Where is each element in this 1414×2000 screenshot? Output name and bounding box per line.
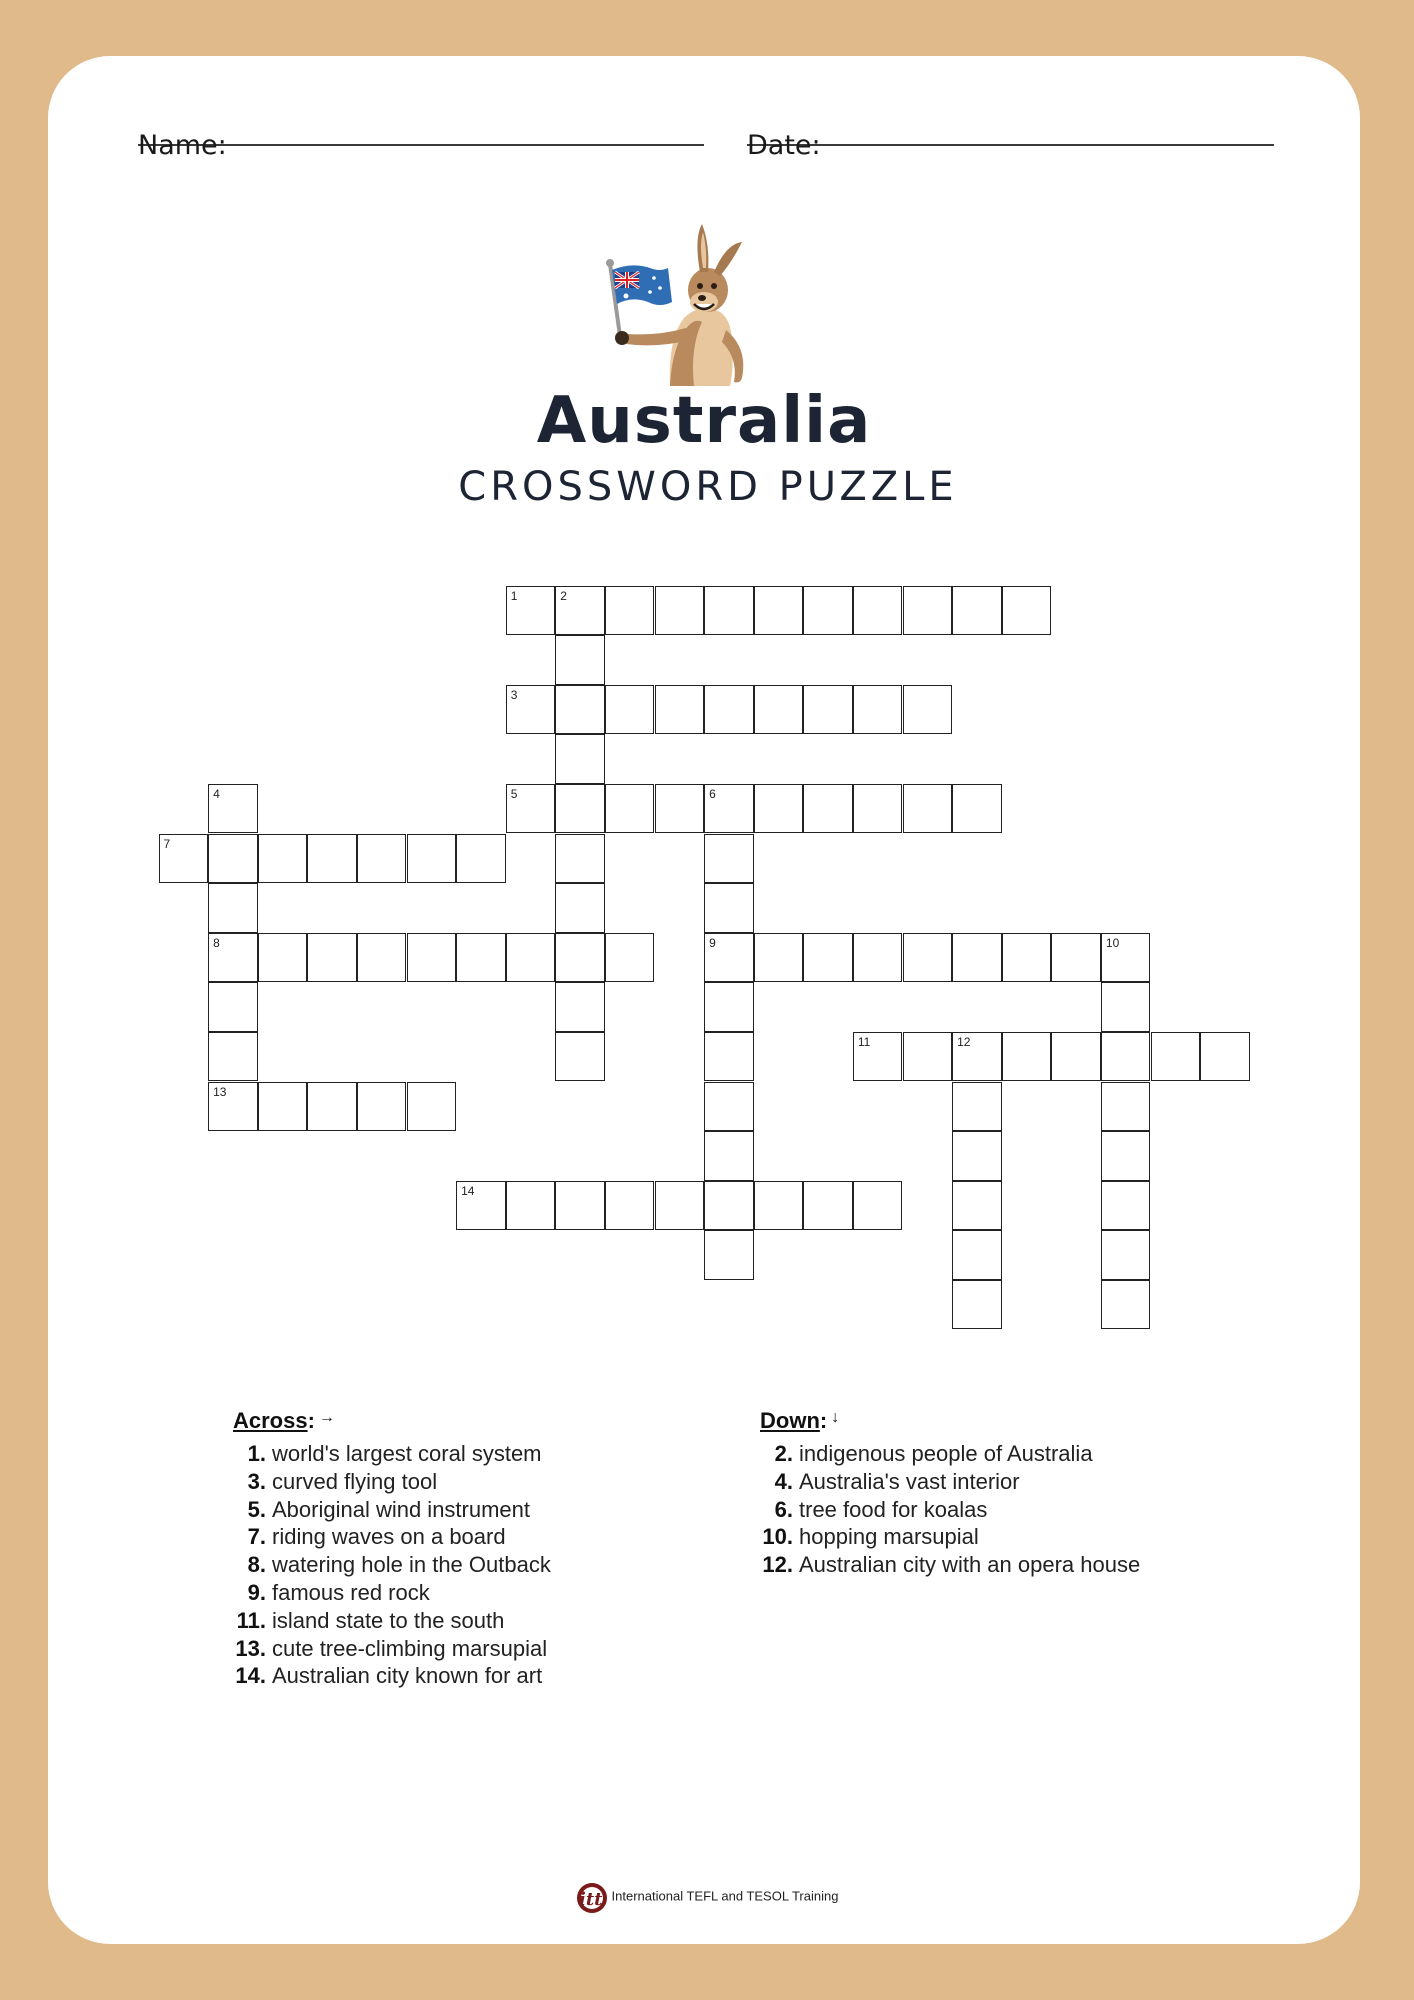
clue-number: 10 (1105, 935, 1120, 950)
clue-number: 5 (510, 786, 518, 801)
down-clue (760, 1468, 1140, 1496)
across-clue (233, 1579, 551, 1607)
grid-cell[interactable] (853, 586, 903, 636)
clue-number: 12. (762, 1552, 793, 1578)
grid-cell[interactable] (853, 784, 903, 834)
clue-number: 1 (510, 588, 518, 603)
clue-number: 13. (235, 1635, 266, 1661)
clue-text: Australia's vast interior (799, 1468, 1020, 1494)
grid-cell[interactable] (506, 685, 556, 735)
grid-cell[interactable] (704, 933, 754, 983)
grid-cell[interactable] (903, 685, 953, 735)
grid-cell[interactable] (208, 1082, 258, 1132)
grid-cell[interactable] (605, 933, 655, 983)
logo-text: itt (578, 1889, 602, 1910)
grid-cell[interactable] (1002, 1032, 1052, 1082)
grid-cell[interactable] (407, 933, 457, 983)
clue-number: 6 (709, 786, 716, 801)
grid-cell[interactable] (1101, 982, 1151, 1032)
grid-cell[interactable] (506, 784, 556, 834)
grid-cell[interactable] (704, 982, 754, 1032)
grid-cell[interactable] (1002, 586, 1052, 636)
grid-cell[interactable] (555, 685, 605, 735)
clue-number: 14 (461, 1183, 475, 1198)
grid-cell[interactable] (952, 1131, 1002, 1181)
clue-number: 4 (213, 786, 220, 801)
grid-cell[interactable] (1101, 1032, 1151, 1082)
across-clue (233, 1496, 551, 1524)
down-clue (760, 1523, 1140, 1551)
grid-cell[interactable] (952, 1280, 1002, 1330)
grid-cell[interactable] (258, 1082, 308, 1132)
grid-cell[interactable] (1101, 1131, 1151, 1181)
across-clues (233, 1408, 551, 1690)
clue-text: tree food for koalas (799, 1496, 988, 1522)
page-subtitle: CROSSWORD PUZZLE (458, 464, 958, 510)
grid-cell[interactable] (555, 1032, 605, 1082)
grid-cell[interactable] (704, 1230, 754, 1280)
grid-cell[interactable] (555, 635, 605, 685)
grid-cell[interactable] (208, 784, 258, 834)
grid-cell[interactable] (1101, 1280, 1151, 1330)
grid-cell[interactable] (1101, 933, 1151, 983)
grid-cell[interactable] (456, 1181, 506, 1231)
across-clue (233, 1551, 551, 1579)
grid-cell[interactable] (1051, 933, 1101, 983)
grid-cell[interactable] (307, 933, 357, 983)
grid-cell[interactable] (704, 1082, 754, 1132)
grid-cell[interactable] (605, 1181, 655, 1231)
across-clue (233, 1468, 551, 1496)
grid-cell[interactable] (407, 1082, 457, 1132)
grid-cell[interactable] (903, 784, 953, 834)
grid-cell[interactable] (754, 784, 804, 834)
clue-text: indigenous people of Australia (799, 1441, 1093, 1466)
grid-cell[interactable] (506, 1181, 556, 1231)
grid-cell[interactable] (655, 685, 705, 735)
grid-cell[interactable] (704, 784, 754, 834)
grid-cell[interactable] (605, 586, 655, 636)
footer (48, 1876, 1360, 1916)
grid-cell[interactable] (208, 834, 258, 884)
clue-number: 1. (247, 1441, 266, 1466)
grid-cell[interactable] (655, 1181, 705, 1231)
clue-number: 3 (510, 687, 518, 702)
grid-cell[interactable] (952, 1181, 1002, 1231)
clue-number: 8 (213, 935, 220, 950)
clue-text: watering hole in the Outback (272, 1552, 551, 1578)
clue-number: 10. (762, 1524, 793, 1550)
clue-number: 7. (247, 1524, 266, 1550)
grid-cell[interactable] (208, 883, 258, 933)
down-clues (760, 1408, 1140, 1579)
clue-number: 2. (774, 1441, 793, 1466)
clue-text: hopping marsupial (799, 1524, 979, 1550)
clue-number: 3. (247, 1468, 266, 1494)
across-clue (233, 1607, 551, 1635)
clue-number: 7 (163, 836, 171, 851)
grid-cell[interactable] (704, 586, 754, 636)
grid-cell[interactable] (754, 933, 804, 983)
grid-cell[interactable] (456, 933, 506, 983)
grid-cell[interactable] (555, 734, 605, 784)
grid-cell[interactable] (555, 1181, 605, 1231)
grid-cell[interactable] (1200, 1032, 1250, 1082)
down-clue (760, 1440, 1140, 1468)
grid-cell[interactable] (555, 834, 605, 884)
grid-cell[interactable] (803, 784, 853, 834)
grid-cell[interactable] (555, 982, 605, 1032)
grid-cell[interactable] (555, 883, 605, 933)
grid-cell[interactable] (1151, 1032, 1201, 1082)
grid-cell[interactable] (506, 586, 556, 636)
grid-cell[interactable] (258, 933, 308, 983)
grid-cell[interactable] (208, 1032, 258, 1082)
grid-cell[interactable] (704, 685, 754, 735)
clue-text: curved flying tool (272, 1468, 438, 1494)
grid-cell[interactable] (803, 586, 853, 636)
grid-cell[interactable] (1101, 1181, 1151, 1231)
clue-number: 13 (213, 1084, 227, 1099)
grid-cell[interactable] (1002, 933, 1052, 983)
grid-cell[interactable] (853, 1032, 903, 1082)
grid-cell[interactable] (208, 933, 258, 983)
clue-text: famous red rock (272, 1579, 430, 1605)
down-heading: Down: ↓ (760, 1408, 840, 1433)
clue-text: island state to the south (272, 1607, 505, 1633)
grid-cell[interactable] (407, 834, 457, 884)
grid-cell[interactable] (853, 685, 903, 735)
itt-logo-icon (570, 1876, 610, 1916)
grid-cell[interactable] (456, 834, 506, 884)
grid-cell[interactable] (903, 933, 953, 983)
across-clue (233, 1523, 551, 1551)
grid-cell[interactable] (655, 586, 705, 636)
grid-cell[interactable] (1101, 1082, 1151, 1132)
clue-text: Australian city with an opera house (799, 1552, 1141, 1578)
grid-cell[interactable] (803, 685, 853, 735)
grid-cell[interactable] (952, 1082, 1002, 1132)
clue-number: 11. (236, 1607, 266, 1633)
clue-number: 14. (235, 1663, 266, 1689)
across-clue (233, 1635, 551, 1663)
page-title: Australia (536, 384, 872, 458)
grid-cell[interactable] (605, 685, 655, 735)
grid-cell[interactable] (208, 982, 258, 1032)
across-clue (233, 1440, 551, 1468)
clue-number: 9. (247, 1579, 266, 1605)
across-clue (233, 1662, 551, 1690)
grid-cell[interactable] (555, 784, 605, 834)
grid-cell[interactable] (952, 784, 1002, 834)
grid-cell[interactable] (952, 1032, 1002, 1082)
clue-number: 11 (857, 1034, 871, 1049)
date-label: Date: (747, 130, 821, 161)
grid-cell[interactable] (159, 834, 209, 884)
clue-number: 9 (709, 935, 716, 950)
grid-cell[interactable] (952, 586, 1002, 636)
grid-cell[interactable] (704, 883, 754, 933)
grid-cell[interactable] (853, 1181, 903, 1231)
clue-text: cute tree-climbing marsupial (272, 1635, 548, 1661)
clue-number: 5. (247, 1496, 266, 1522)
grid-cell[interactable] (506, 933, 556, 983)
grid-cell[interactable] (853, 933, 903, 983)
grid-cell[interactable] (307, 834, 357, 884)
worksheet (48, 56, 1360, 1944)
grid-cell[interactable] (357, 834, 407, 884)
down-clue (760, 1496, 1140, 1524)
grid-cell[interactable] (952, 1230, 1002, 1280)
grid-cell[interactable] (357, 1082, 407, 1132)
grid-cell[interactable] (357, 933, 407, 983)
grid-cell[interactable] (754, 1181, 804, 1231)
grid-cell[interactable] (704, 834, 754, 884)
name-label: Name: (138, 130, 227, 161)
grid-cell[interactable] (903, 1032, 953, 1082)
clue-text: world's largest coral system (272, 1441, 542, 1466)
clue-text: riding waves on a board (272, 1524, 506, 1550)
grid-cell[interactable] (704, 1131, 754, 1181)
grid-cell[interactable] (1101, 1230, 1151, 1280)
grid-cell[interactable] (605, 784, 655, 834)
grid-cell[interactable] (803, 933, 853, 983)
grid-cell[interactable] (258, 834, 308, 884)
grid-cell[interactable] (704, 1032, 754, 1082)
clue-text: Aboriginal wind instrument (272, 1496, 531, 1522)
grid-cell[interactable] (754, 586, 804, 636)
clue-number: 4. (774, 1468, 793, 1494)
clue-number: 6. (774, 1496, 793, 1522)
clue-text: Australian city known for art (272, 1663, 543, 1689)
grid-cell[interactable] (903, 586, 953, 636)
right-arrow-icon: → (318, 1409, 335, 1426)
grid-cell[interactable] (803, 1181, 853, 1231)
clue-number: 2 (560, 588, 567, 603)
grid-cell[interactable] (555, 933, 605, 983)
footer-org: International TEFL and TESOL Training (611, 1888, 839, 1904)
grid-cell[interactable] (1051, 1032, 1101, 1082)
grid-cell[interactable] (754, 685, 804, 735)
grid-cell[interactable] (655, 784, 705, 834)
grid-cell[interactable] (555, 586, 605, 636)
grid-cell[interactable] (952, 933, 1002, 983)
down-clue (760, 1551, 1140, 1579)
grid-cell[interactable] (704, 1181, 754, 1231)
grid-cell[interactable] (307, 1082, 357, 1132)
down-arrow-icon: ↓ (831, 1409, 840, 1426)
clue-number: 8. (247, 1552, 266, 1578)
across-heading: Across: → (233, 1408, 335, 1433)
clue-number: 12 (957, 1034, 971, 1049)
